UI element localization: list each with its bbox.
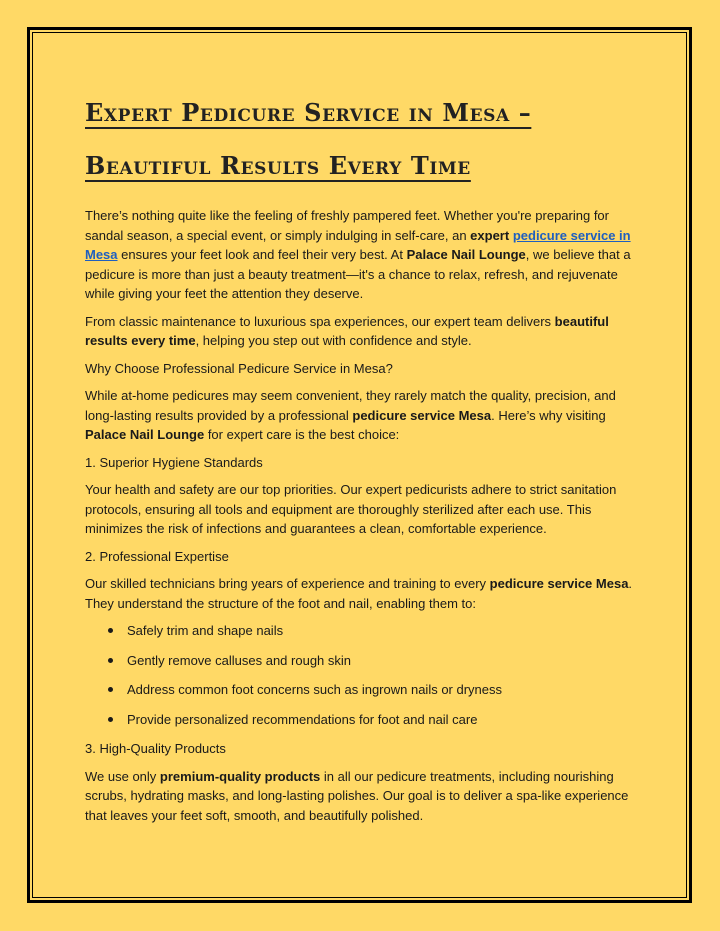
bullet-list	[85, 621, 640, 729]
section-heading: Why Choose Professional Pedicure Service in Mesa?	[85, 360, 393, 376]
section-heading: 1. Superior Hygiene Standards	[85, 454, 263, 470]
title-line-2: Beautiful Results Every Time	[85, 151, 471, 180]
bold-text: expert	[470, 227, 510, 243]
pedicure-service-link[interactable]: pedicure service in Mesa	[85, 227, 631, 262]
page-title	[85, 86, 640, 192]
text: , we believe that a pedicure is more than just a beauty treatment—it's a chance to relax, refresh, and rejuvenate while giving your feet the attention they deserve.	[85, 247, 631, 301]
text: There’s nothing quite like the feeling of freshly pampered feet. Whether you're preparing for sandal season, a special event, or simply indulging in self-care, an	[85, 208, 609, 243]
bold-text: Palace Nail Lounge	[85, 427, 205, 442]
text: in all our pedicure treatments, including nourishing scrubs, hydrating masks, and long-lasting polishes. Our goal is to deliver a spa-like experience that leaves your feet soft, smooth, and beautifully polished.	[85, 768, 629, 823]
bold-text: pedicure service Mesa	[489, 576, 629, 591]
paragraph: Your health and safety are our top priorities. Our expert pedicurists adhere to strict sanitation protocols, ensuring all tools and equipment are thoroughly sterilized after each use. This minimizes the risk of infections and guarantees a clean, comfortable experience.	[85, 482, 617, 536]
article	[85, 86, 640, 833]
text: ensures your feet look and feel their very best. At	[117, 247, 407, 262]
section-heading: 2. Professional Expertise	[85, 548, 229, 564]
text: for expert care is the best choice:	[204, 427, 400, 442]
text: We use only	[85, 768, 160, 784]
paragraph	[85, 574, 640, 613]
list-item: Address common foot concerns such as ingrown nails or dryness	[127, 680, 640, 700]
paragraph	[85, 767, 640, 826]
text: While at-home pedicures may seem convenient, they rarely match the quality, precision, and long-lasting results provided by a professional	[85, 388, 616, 423]
text: , helping you step out with confidence and style.	[195, 333, 472, 348]
list-item: Safely trim and shape nails	[127, 621, 640, 641]
intro-paragraph	[85, 206, 640, 304]
title-line-1: Expert Pedicure Service in Mesa –	[85, 98, 532, 127]
text: Our skilled technicians bring years of experience and training to every	[85, 576, 490, 591]
bold-text: beautiful results every time	[85, 313, 609, 348]
bold-text: premium-quality products	[159, 768, 321, 784]
text: . Here’s why visiting	[491, 407, 606, 423]
paragraph	[85, 312, 640, 351]
section-heading: 3. High-Quality Products	[85, 741, 226, 756]
text: . They understand the structure of the foot and nail, enabling them to:	[85, 576, 633, 611]
text: From classic maintenance to luxurious spa experiences, our expert team delivers	[85, 313, 555, 329]
bold-text: Palace Nail Lounge	[406, 247, 526, 262]
paragraph	[85, 386, 640, 445]
list-item: Gently remove calluses and rough skin	[127, 651, 640, 671]
list-item: Provide personalized recommendations for foot and nail care	[127, 710, 640, 730]
bold-text: pedicure service Mesa	[352, 407, 492, 423]
